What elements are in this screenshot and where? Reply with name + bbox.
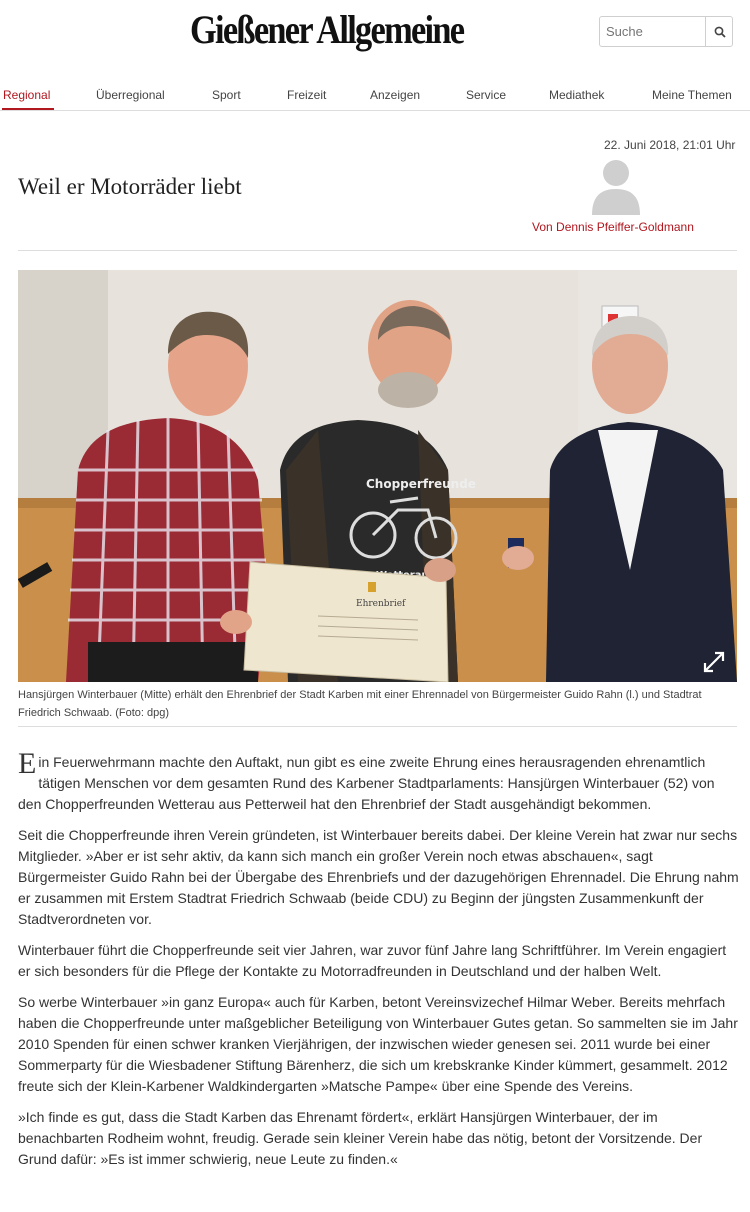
nav-item-sport[interactable]: Sport [212,88,241,102]
divider [18,726,737,727]
photo-caption: Hansjürgen Winterbauer (Mitte) erhält den Ehrenbrief der Stadt Karben mit einer Ehrennadel von Bürgermeister Guido Rahn (l.) und Stadtrat Friedrich Schwaab. (Foto: dpg) [18,689,702,719]
article-paragraph: So werbe Winterbauer »in ganz Europa« auch für Karben, betont Vereinsvizechef Hilmar Weber. Bereits mehrfach haben die Chopperfreunde unter maßgeblicher Beteiligung von Winterbauer Gutes getan. So sammelten sie im Jahr 2010 Spenden für einen schwer kranken Vierjährigen, der inzwischen wieder genesen sei. 2011 wurde bei einer Sommerparty für die Wiesbadener Stiftung Bärenherz, die sich um krebskranke Kinder kümmert, gesammelt. 2012 freute sich der Klein-Karbener Waldkindergarten »Matsche Pampe« über eine Spende des Vereins. [18,994,738,1094]
search-button[interactable] [706,17,733,46]
article-paragraph: Seit die Chopperfreunde ihren Verein gründeten, ist Winterbauer bereits dabei. Der kleine Verein hat zwar nur sechs Mitglieder. »Aber er ist sehr aktiv, da kann sich manch ein großer Verein noch etwas abschauen«, sagt Bürgermeister Guido Rahn bei der Übergabe des Ehrenbriefs und der dazugehörigen Ehrennadel. Die Ehrung nahm er zusammen mit Erstem Stadtrat Friedrich Schwaab (beide CDU) zu Beginn der jüngsten Zusammenkunft der Stadtverordneten vor. [18,827,739,927]
nav-item-meine-themen[interactable]: Meine Themen [652,88,732,102]
search-input[interactable] [600,17,716,46]
article-paragraph [18,747,740,815]
article-date: 22. Juni 2018, 21:01 Uhr [604,138,736,152]
nav-item-freizeit[interactable]: Freizeit [287,88,327,102]
document-title: Ehrenbrief [356,599,406,609]
expand-icon[interactable] [702,650,726,674]
nav-item-anzeigen[interactable]: Anzeigen [370,88,421,102]
main-navigation [0,84,750,111]
nav-item-regional[interactable]: Regional [3,88,51,102]
search-icon [714,26,726,38]
shirt-print-text: Chopperfreunde [366,477,476,491]
article-body [18,747,740,1180]
article-title: Weil er Motorräder liebt [18,174,242,199]
divider [18,250,737,251]
paragraph-text: in Feuerwehrmann machte den Auftakt, nun gibt es eine zweite Ehrung eines herausragenden ehrenamtlich tätigen Menschen vor dem gesamten Rund des Karbener Stadtparlaments: Hansjürgen Winterbauer (52) von den Chopperfreunden Wetterau aus Petterweil hat den Ehrenbrief der Stadt ausgehändigt bekommen. [18,754,715,812]
article-paragraph: »Ich finde es gut, dass die Stadt Karben das Ehrenamt fördert«, erklärt Hansjürgen Winterbauer, der im benachbarten Rodheim wohnt, freudig. Gerade sein kleiner Verein habe das nötig, betont der Vorsitzende. Der Grund dafür: »Es ist immer schwierig, neue Leute zu finden.« [18,1109,703,1167]
author-avatar-icon [590,155,642,215]
nav-active-indicator [2,108,54,110]
nav-item-service[interactable]: Service [466,88,507,102]
article-photo[interactable] [18,270,737,682]
author-link[interactable]: Von Dennis Pfeiffer-Goldmann [532,220,694,234]
search-box [599,16,733,47]
site-logo[interactable]: Gießener Allgemeine [190,7,464,52]
nav-item-mediathek[interactable]: Mediathek [549,88,605,102]
nav-item-ueberregional[interactable]: Überregional [96,88,165,102]
photo-illustration [18,270,737,682]
article-paragraph: Winterbauer führt die Chopperfreunde seit vier Jahren, war zuvor fünf Jahre lang Schriftführer. Im Verein engagiert er sich besonders für die Pflege der Kontakte zu Motorradfreunden in Deutschland und der halben Welt. [18,942,727,979]
drop-cap: E [18,747,37,780]
site-header [0,0,750,72]
